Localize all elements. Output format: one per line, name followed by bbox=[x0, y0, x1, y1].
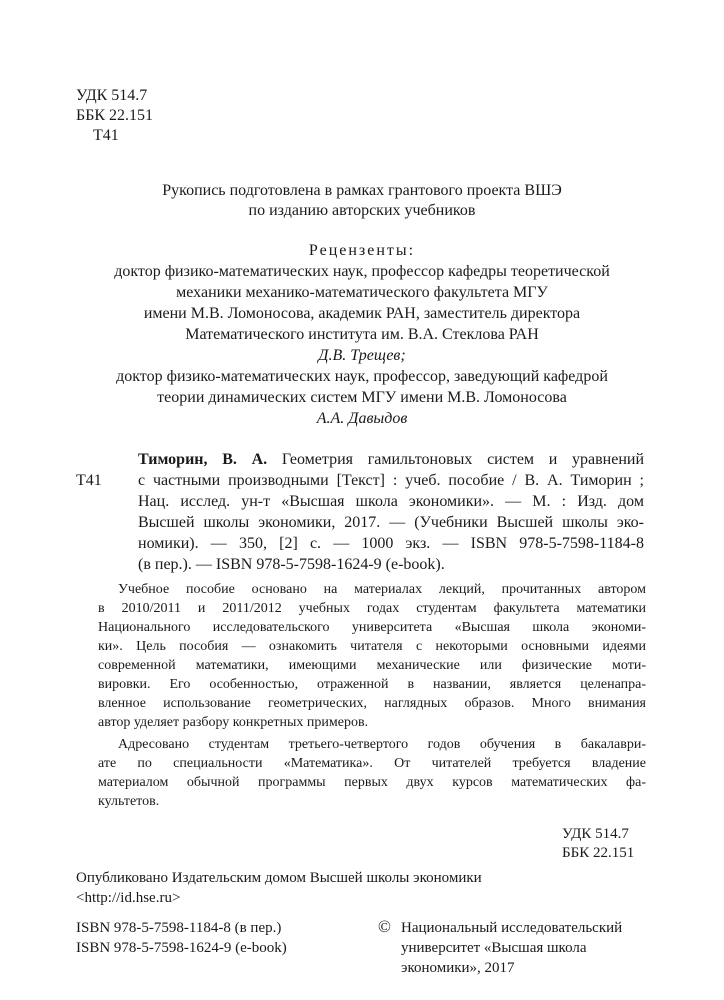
isbn-line1: ISBN 978-5-7598-1184-8 (в пер.) bbox=[76, 920, 282, 936]
reviewer2-line: теории динамических систем МГУ имени М.В. Ломоносова bbox=[157, 389, 567, 406]
abstract-line: культетов. bbox=[98, 794, 160, 809]
reviewer1-line: Математического института им. В.А. Стеклова РАН bbox=[185, 326, 539, 343]
reviewer1-line: доктор физико-математических наук, профессор кафедры теоретической bbox=[114, 263, 610, 280]
bib-line: Нац. исслед. ун-т «Высшая школа экономики». — М. : Изд. дом bbox=[138, 493, 644, 510]
reviewer1-name: Д.В. Трещев; bbox=[318, 347, 406, 364]
grant-note-line1: Рукопись подготовлена в рамках грантового проекта ВШЭ bbox=[162, 182, 562, 199]
udk-bottom: УДК 514.7 bbox=[562, 826, 629, 842]
bib-line: с частными производными [Текст] : учеб. пособие / В. А. Тиморин ; bbox=[138, 472, 644, 489]
bib-line: Высшей школы экономики, 2017. — (Учебники Высшей школы эко- bbox=[138, 514, 644, 531]
bib-author: Тиморин, В. А. bbox=[138, 451, 268, 468]
bib-author-mark: Т41 bbox=[76, 472, 102, 489]
abstract-line: вировки. Его особенностью, отраженной в названии, является целенапра- bbox=[98, 677, 646, 692]
abstract-line: материалом обычной программы первых двух курсов математических фа- bbox=[98, 775, 646, 790]
reviewers-heading: Рецензенты: bbox=[308, 242, 416, 259]
abstract-line: ате по специальности «Математика». От читателей требуется владение bbox=[98, 756, 646, 771]
publisher-line: Опубликовано Издательским домом Высшей школы экономики bbox=[76, 870, 482, 886]
reviewer2-name: А.А. Давыдов bbox=[316, 410, 408, 427]
isbn-line2: ISBN 978-5-7598-1624-9 (e-book) bbox=[76, 940, 287, 956]
reviewer1-line: механики механико-математического факультета МГУ bbox=[176, 284, 548, 301]
bib-line1 bbox=[138, 451, 644, 469]
abstract-line: Адресовано студентам третьего-четвертого годов обучения в бакалаври- bbox=[118, 737, 646, 752]
reviewer1-line: имени М.В. Ломоносова, академик РАН, заместитель директора bbox=[143, 305, 581, 322]
bbk-top: ББК 22.151 bbox=[76, 107, 154, 124]
reviewer2-line: доктор физико-математических наук, профессор, заведующий кафедрой bbox=[116, 368, 608, 385]
abstract-line: в 2010/2011 и 2011/2012 учебных годах студентам факультета математики bbox=[98, 601, 646, 616]
abstract-line: вленное использование геометрических, наглядных образов. Много внимания bbox=[98, 696, 646, 711]
bib-line: номики). — 350, [2] с. — 1000 экз. — ISBN 978-5-7598-1184-8 bbox=[138, 535, 644, 552]
publisher-url: <http://id.hse.ru> bbox=[76, 890, 181, 906]
abstract-line: ки». Цель пособия — ознакомить читателя с некоторыми основными идеями bbox=[98, 639, 646, 654]
author-mark-top: Т41 bbox=[93, 127, 119, 144]
abstract-line: современной математики, имеющими механические или физические моти- bbox=[98, 658, 646, 673]
bib-title: Геометрия гамильтоновых систем и уравнений bbox=[281, 451, 645, 468]
copyright-line: университет «Высшая школа bbox=[401, 940, 587, 956]
abstract-line: автор уделяет разбору конкретных примеров. bbox=[98, 715, 369, 730]
copyright-line: Национальный исследовательский bbox=[401, 920, 623, 936]
bib-line: (в пер.). — ISBN 978-5-7598-1624-9 (e-book). bbox=[138, 556, 445, 573]
abstract-line: Национального исследовательского университета «Высшая школа экономи- bbox=[98, 620, 646, 635]
abstract-line: Учебное пособие основано на материалах лекций, прочитанных автором bbox=[118, 582, 646, 597]
bbk-bottom: ББК 22.151 bbox=[562, 845, 635, 861]
udk-top: УДК 514.7 bbox=[76, 87, 148, 104]
grant-note-line2: по изданию авторских учебников bbox=[248, 202, 476, 219]
copyright-symbol: © bbox=[378, 917, 391, 936]
copyright-line: экономики», 2017 bbox=[401, 960, 515, 976]
